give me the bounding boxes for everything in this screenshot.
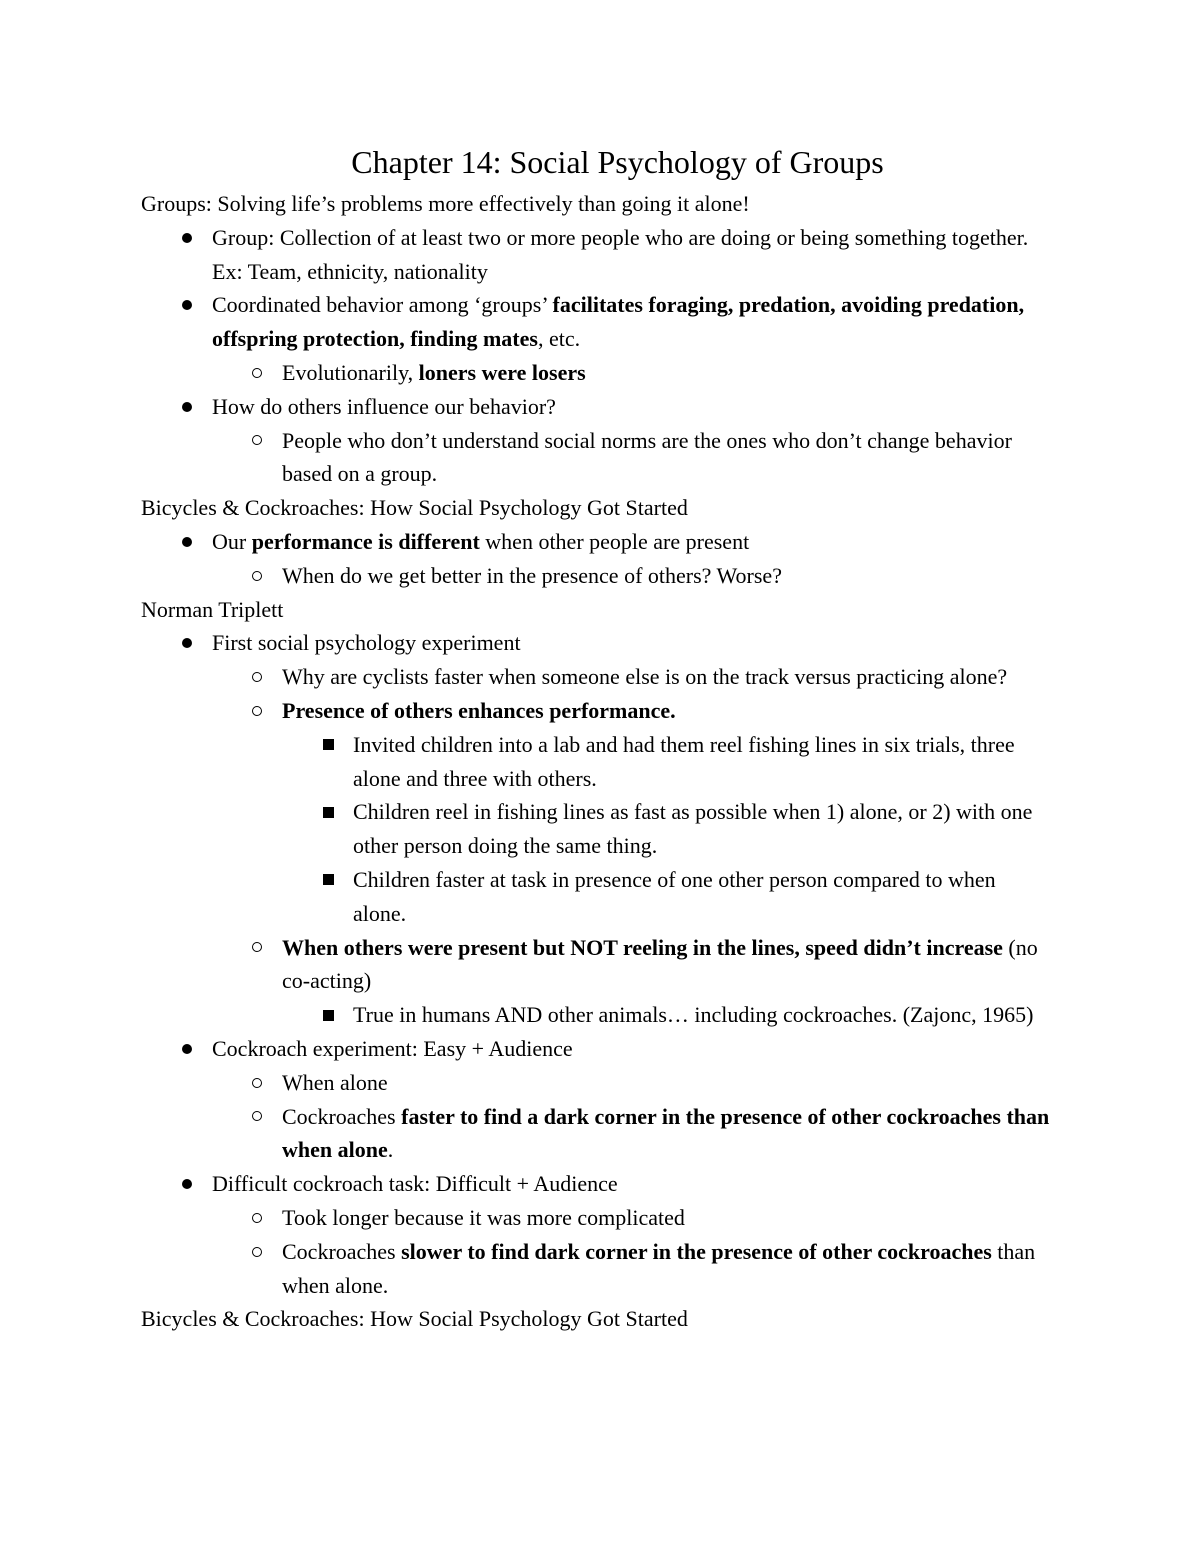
bullet-square-icon (318, 728, 338, 762)
bullet-item (141, 288, 1052, 356)
bullet-text: Children faster at task in presence of one other person compared to when alone. (353, 866, 996, 926)
bullet-text: than when alone. (282, 1238, 1036, 1298)
bullet-dot-icon (177, 288, 197, 322)
bullet-text: , etc. (537, 326, 581, 352)
sub-bullet-item (141, 424, 1052, 492)
bullet-text: Cockroaches (282, 1238, 402, 1264)
sub-sub-bullet-item (141, 728, 1053, 796)
bullet-text: First social psychology experiment (212, 630, 521, 656)
section-heading-groups: Groups: Solving life’s problems more effectively than going it alone! (141, 191, 750, 216)
bullet-dot-icon (177, 525, 197, 559)
bullet-dot-icon (177, 1167, 197, 1201)
bullet-item (141, 390, 1052, 424)
section-heading-bicycles: Bicycles & Cockroaches: How Social Psychology Got Started (141, 495, 688, 521)
sub-sub-bullet-item (141, 998, 1053, 1032)
page-title: Chapter 14: Social Psychology of Groups (351, 144, 884, 180)
bullet-circle-icon (247, 694, 267, 728)
bullet-circle-icon (247, 356, 267, 390)
section-heading-triplett: Norman Triplett (141, 596, 284, 622)
bullet-circle-icon (247, 1235, 267, 1269)
bold-text: facilitates foraging, predation, avoiding predation, offspring protection, finding mates (212, 292, 1025, 352)
bullet-text: Evolutionarily, (282, 359, 419, 385)
bullet-text: . (387, 1137, 394, 1163)
bullet-text: Why are cyclists faster when someone else is on the track versus practicing alone? (282, 664, 1008, 690)
bullet-text: when other people are present (479, 528, 750, 554)
bullet-text: People who don’t understand social norms are the ones who don’t change behavior based on a group. (282, 427, 1012, 487)
section-heading-bicycles-repeat: Bicycles & Cockroaches: How Social Psychology Got Started (141, 1306, 688, 1332)
bullet-text: Children reel in fishing lines as fast as possible when 1) alone, or 2) with one other person doing the same thing. (353, 799, 1033, 859)
bullet-item (141, 525, 1052, 559)
bullet-square-icon (318, 795, 338, 829)
bullet-text: How do others influence our behavior? (212, 393, 556, 419)
bullet-text: True in humans AND other animals… including cockroaches. (Zajonc, 1965) (353, 1002, 1034, 1028)
bullet-text: (no co-acting) (282, 934, 1038, 994)
bullet-circle-icon (247, 1100, 267, 1134)
bullet-item (141, 1167, 1052, 1201)
bullet-dot-icon (177, 390, 197, 424)
bullet-text: Group: Collection of at least two or more people who are doing or being something together. Ex: Team, ethnicity, nationality (212, 224, 1029, 284)
bold-text: faster to find a dark corner in the presence of other cockroaches than when alone (282, 1103, 1050, 1163)
bullet-item (141, 1032, 1052, 1066)
sub-bullet-item (141, 1235, 1052, 1303)
bullet-text: When do we get better in the presence of others? Worse? (282, 562, 782, 588)
bold-text: slower to find dark corner in the presence of other cockroaches (401, 1238, 992, 1264)
bullet-circle-icon (247, 1066, 267, 1100)
bold-text: When others were present but NOT reeling in the lines, speed didn’t increase (282, 934, 1003, 960)
bullet-text: Took longer because it was more complicated (282, 1204, 685, 1230)
bullet-dot-icon (177, 221, 197, 255)
bullet-square-icon (318, 998, 338, 1032)
bullet-text: Cockroach experiment: Easy + Audience (212, 1035, 573, 1061)
sub-bullet-item (141, 1100, 1052, 1168)
bullet-square-icon (318, 863, 338, 897)
sub-bullet-item (141, 694, 1052, 728)
bullet-item (141, 221, 1052, 289)
document-body (141, 187, 1061, 1336)
bold-text: performance is different (251, 528, 480, 554)
sub-sub-bullet-item (141, 795, 1053, 863)
sub-bullet-item (141, 559, 1052, 593)
bullet-circle-icon (247, 424, 267, 458)
bullet-text: Invited children into a lab and had them reel fishing lines in six trials, three alone and three with others. (353, 731, 1015, 791)
bullet-item (141, 626, 1052, 660)
sub-sub-bullet-item (141, 863, 1053, 931)
bullet-circle-icon (247, 931, 267, 965)
bullet-text: Difficult cockroach task: Difficult + Audience (212, 1171, 618, 1197)
sub-bullet-item (141, 931, 1052, 999)
bullet-dot-icon (177, 626, 197, 660)
bullet-circle-icon (247, 660, 267, 694)
bullet-circle-icon (247, 1201, 267, 1235)
bold-text: loners were losers (418, 359, 586, 385)
sub-bullet-item (141, 660, 1052, 694)
bold-text: Presence of others enhances performance. (282, 697, 676, 723)
bullet-text: Coordinated behavior among ‘groups’ (212, 292, 553, 318)
sub-bullet-item (141, 1066, 1052, 1100)
bullet-circle-icon (247, 559, 267, 593)
bullet-text: Our (212, 528, 252, 554)
sub-bullet-item (141, 1201, 1052, 1235)
bullet-text: When alone (282, 1069, 388, 1095)
bullet-text: Cockroaches (282, 1103, 402, 1129)
sub-bullet-item (141, 356, 1052, 390)
bullet-dot-icon (177, 1032, 197, 1066)
